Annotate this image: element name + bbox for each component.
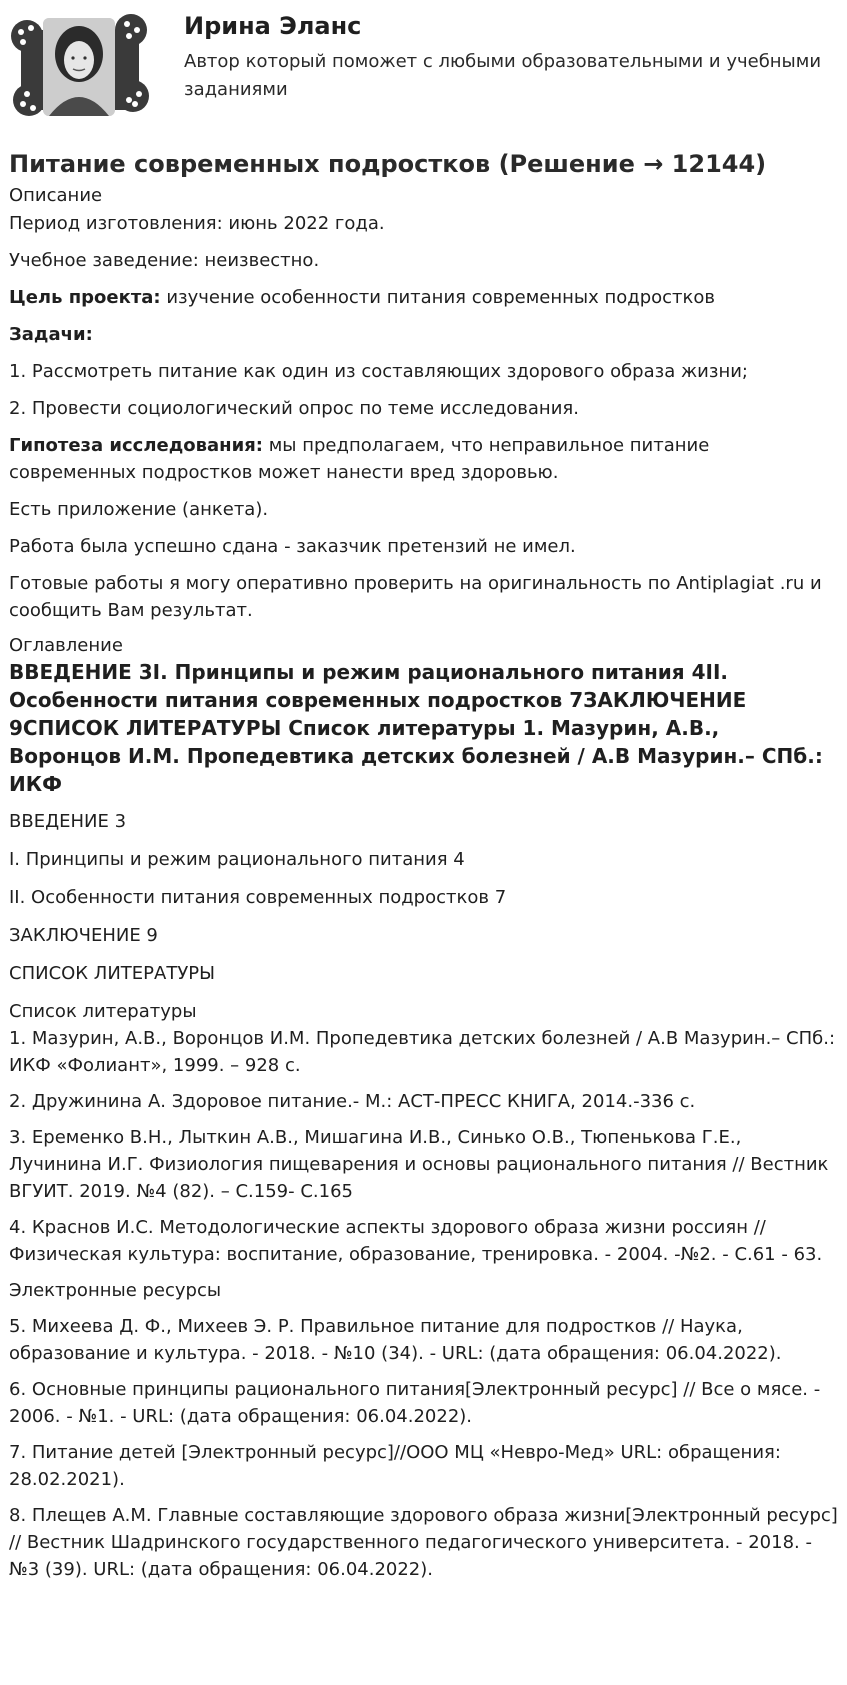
toc-item: ЗАКЛЮЧЕНИЕ 9 — [9, 925, 158, 946]
submitted-text: Работа была успешно сдана - заказчик претензий не имел. — [9, 536, 576, 557]
author-card — [9, 0, 838, 132]
literature-item: 2. Дружинина А. Здоровое питание.- М.: АСТ-ПРЕСС КНИГА, 2014.-336 с. — [9, 1091, 696, 1112]
period-text: Период изготовления: июнь 2022 года. — [9, 213, 385, 234]
tasks-label — [9, 321, 838, 348]
toc-summary: ВВЕДЕНИЕ 3I. Принципы и режим рационального питания 4II. Особенности питания современных подростков 7ЗАКЛЮЧЕНИЕ 9СПИСОК ЛИТЕРАТУРЫ Список литературы 1. Мазурин, А.В., Воронцов И.М. Пропедевтика детских болезней / А.В Мазурин.– СПб.: ИКФ — [9, 660, 823, 796]
description-label: Описание — [9, 185, 103, 206]
goal-label: Цель проекта: — [9, 287, 161, 308]
toc-label: Оглавление — [9, 635, 123, 656]
page-title: Питание современных подростков (Решение → 12144) — [9, 150, 767, 178]
author-description: Автор который поможет с любыми образовательными и учебными заданиями — [184, 51, 822, 100]
toc-item: СПИСОК ЛИТЕРАТУРЫ — [9, 963, 216, 984]
literature-item: 4. Краснов И.С. Методологические аспекты здорового образа жизни россиян // Физическая культура: воспитание, образование, тренировка. - 2004. -№2. - С.61 - 63. — [9, 1217, 823, 1265]
goal-text: изучение особенности питания современных подростков — [160, 287, 716, 308]
tasks-label-text: Задачи: — [9, 324, 93, 345]
avatar[interactable] — [9, 8, 149, 125]
literature-item: 5. Михеева Д. Ф., Михеев Э. Р. Правильное питание для подростков // Наука, образование и культура. - 2018. - №10 (34). - URL: (дата обращения: 06.04.2022). — [9, 1316, 782, 1364]
literature-label: Список литературы — [9, 1001, 197, 1022]
literature-item: 7. Питание детей [Электронный ресурс]//ООО МЦ «Невро-Мед» URL: обращения: 28.02.2021). — [9, 1442, 781, 1490]
hypothesis-label: Гипотеза исследования: — [9, 435, 263, 456]
literature-item: 1. Мазурин, А.В., Воронцов И.М. Пропедевтика детских болезней / А.В Мазурин.– СПб.: ИКФ «Фолиант», 1999. – 928 с. — [9, 1028, 836, 1076]
toc-item: II. Особенности питания современных подростков 7 — [9, 887, 507, 908]
toc-item: I. Принципы и режим рационального питания 4 — [9, 849, 465, 870]
literature-item: 3. Еременко В.Н., Лыткин А.В., Мишагина И.В., Синько О.В., Тюпенькова Г.Е., Лучинина И.Г. Физиология пищеварения и основы рационального питания // Вестник ВГУИТ. 2019. №4 (82). – С.159- С.165 — [9, 1127, 829, 1202]
electronic-resources-label: Электронные ресурсы — [9, 1280, 222, 1301]
antiplagiat-text: Готовые работы я могу оперативно проверить на оригинальность по Antiplagiat .ru и сообщить Вам результат. — [9, 573, 822, 621]
task-item: 2. Провести социологический опрос по теме исследования. — [9, 398, 579, 419]
institution-text: Учебное заведение: неизвестно. — [9, 250, 320, 271]
literature-item: 8. Плещев А.М. Главные составляющие здорового образа жизни[Электронный ресурс] // Вестник Шадринского государственного педагогического университета. - 2018. - №3 (39). URL: (дата обращения: 06.04.2022). — [9, 1505, 838, 1580]
hypothesis-text: мы предполагаем, что неправильное питание современных подростков может нанести вред здоровью. — [9, 435, 710, 483]
toc-item: ВВЕДЕНИЕ 3 — [9, 811, 127, 832]
goal-paragraph — [9, 284, 838, 311]
literature-item: 6. Основные принципы рационального питания[Электронный ресурс] // Все о мясе. - 2006. - №1. - URL: (дата обращения: 06.04.2022). — [9, 1379, 821, 1427]
task-item: 1. Рассмотреть питание как один из составляющих здорового образа жизни; — [9, 361, 748, 382]
author-name[interactable]: Ирина Эланс — [184, 12, 362, 40]
hypothesis-paragraph — [9, 432, 838, 486]
appendix-text: Есть приложение (анкета). — [9, 499, 269, 520]
